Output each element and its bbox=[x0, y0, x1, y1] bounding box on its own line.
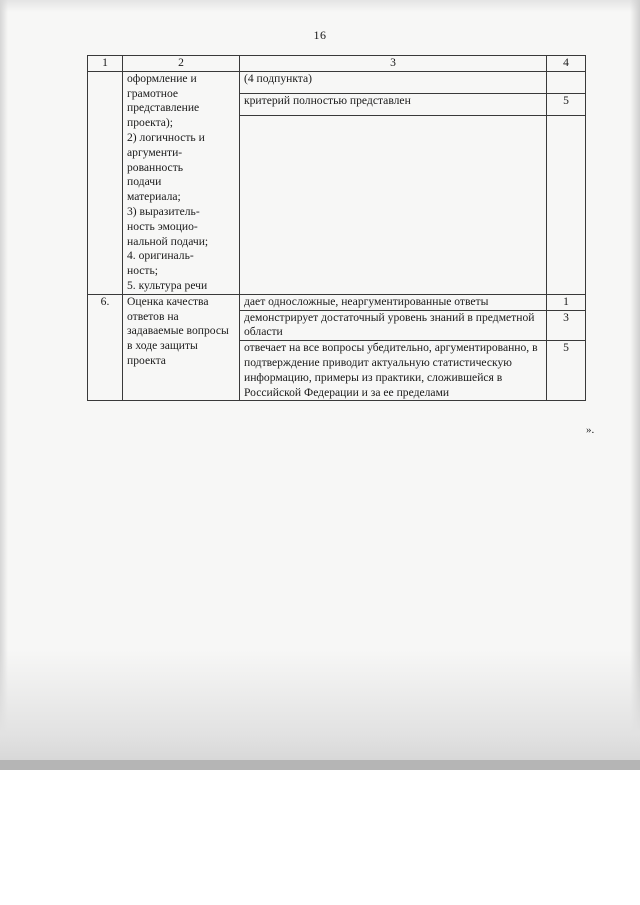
criterion-line: ность эмоцио- bbox=[127, 219, 198, 233]
scan-bottom-shading bbox=[0, 650, 640, 770]
criteria-table bbox=[87, 55, 586, 401]
level-description-cell: дает односложные, неаргументированные ответы bbox=[240, 294, 547, 310]
level-score-cell: 1 bbox=[547, 294, 586, 310]
criterion-line: 5. культура речи bbox=[127, 278, 208, 292]
empty-description-cell bbox=[240, 115, 547, 294]
level-description-cell: критерий полностью представлен bbox=[240, 93, 547, 115]
header-col-2: 2 bbox=[123, 56, 240, 72]
level-description-cell: демонстрирует достаточный уровень знаний в предметной области bbox=[240, 310, 547, 341]
criterion-line: нальной подачи; bbox=[127, 234, 209, 248]
row-number-cell bbox=[88, 71, 123, 294]
table-header-row bbox=[88, 56, 586, 72]
closing-quote-mark: ». bbox=[586, 424, 595, 436]
criterion-line: проекта); bbox=[127, 116, 174, 130]
header-col-3: 3 bbox=[240, 56, 547, 72]
page-number: 16 bbox=[313, 28, 327, 42]
table-row bbox=[88, 294, 586, 310]
criterion-line: аргументи- bbox=[127, 145, 183, 159]
criterion-cell bbox=[123, 71, 240, 294]
level-score-cell: 5 bbox=[547, 93, 586, 115]
level-score-cell: 3 bbox=[547, 310, 586, 341]
scan-shadow-top bbox=[0, 0, 640, 12]
criterion-line: подачи bbox=[127, 175, 162, 189]
level-description-cell: (4 подпункта) bbox=[240, 71, 547, 93]
empty-score-cell bbox=[547, 115, 586, 294]
criterion-line: 4. оригиналь- bbox=[127, 249, 194, 263]
criterion-line: оформление и bbox=[127, 71, 197, 85]
criterion-line: грамотное bbox=[127, 86, 179, 100]
table-row bbox=[88, 71, 586, 93]
criterion-line: ность; bbox=[127, 264, 159, 278]
criterion-line: представление bbox=[127, 101, 200, 115]
row-number-cell: 6. bbox=[88, 294, 123, 401]
criterion-line: рованность bbox=[127, 160, 184, 174]
criterion-line: материала; bbox=[127, 190, 181, 204]
level-score-cell bbox=[547, 71, 586, 93]
level-score-cell: 5 bbox=[547, 341, 586, 401]
header-col-4: 4 bbox=[547, 56, 586, 72]
header-col-1: 1 bbox=[88, 56, 123, 72]
scan-bottom-edge bbox=[0, 760, 640, 770]
criterion-line: 2) логичность и bbox=[127, 130, 205, 144]
criterion-line: 3) выразитель- bbox=[127, 204, 200, 218]
criterion-cell: Оценка качества ответов на задаваемые вопросы в ходе защиты проекта bbox=[123, 294, 240, 401]
level-description-cell: отвечает на все вопросы убедительно, аргументированно, в подтверждение приводит актуальную статистическую информацию, примеры из практики, сложившейся в Российской Федерации и за ее пределами bbox=[240, 341, 547, 401]
